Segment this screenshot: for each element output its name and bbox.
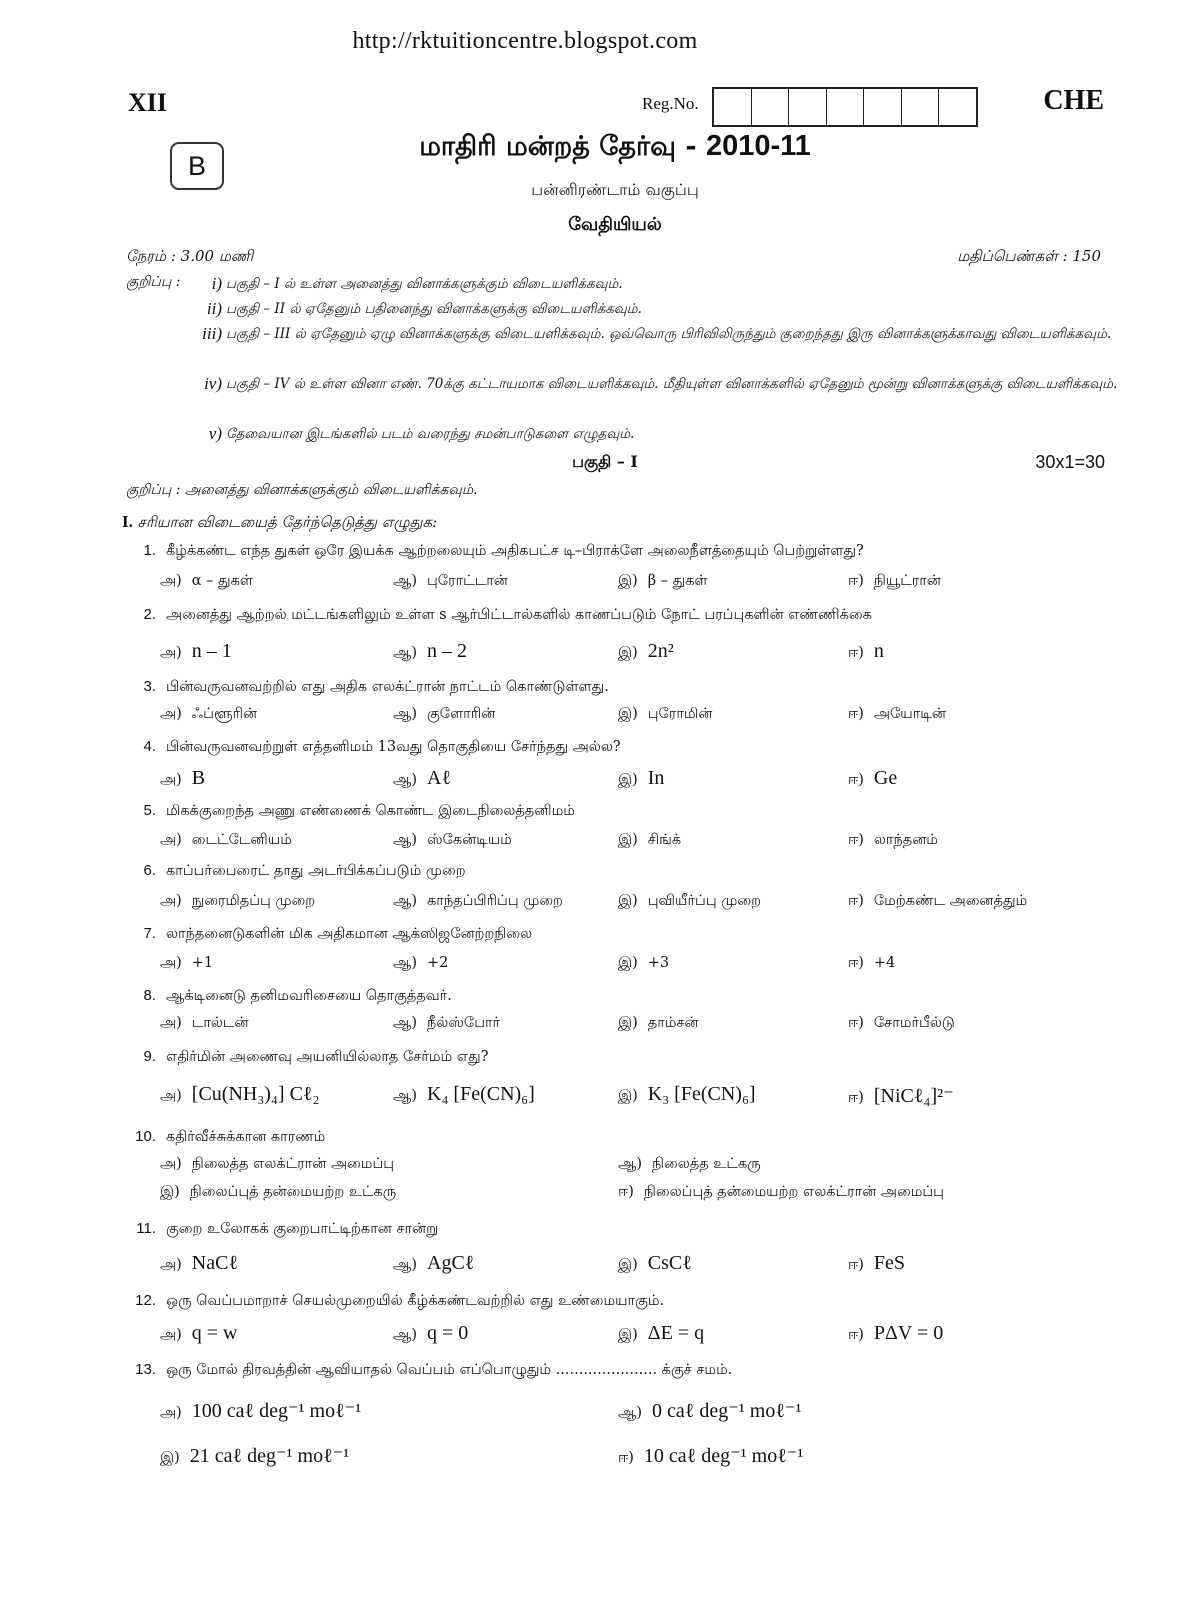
option-label: ஈ) [848,1257,864,1273]
option-item [618,955,669,973]
option-label: அ) [160,706,182,722]
option-label: இ) [618,1327,638,1343]
option-label: ஈ) [848,706,864,722]
question-body: குறை உலோகக் குறைபாட்டிற்கான சான்று [166,1221,439,1237]
option-label: அ) [160,832,182,848]
option-value: [Cu(NH₃)₄] Cℓ₂ [191,1083,320,1105]
option-value: Aℓ [427,767,452,789]
option-label: ஆ) [393,573,417,589]
section-number: I. [122,512,133,531]
option-label: இ) [618,832,638,848]
option-value: 0 caℓ deg⁻¹ moℓ⁻¹ [652,1400,802,1422]
option-item [618,1398,801,1423]
reg-no-box [939,89,976,125]
question-number: 12. [135,1292,156,1309]
question-body: லாந்தனைடுகளின் மிக அதிகமான ஆக்ஸிஜனேற்றநிலை [166,926,533,942]
option-item [618,1252,692,1275]
question-text [128,678,1128,697]
option-label: ஈ) [618,1450,634,1466]
option-value: n – 2 [427,640,467,662]
option-label: இ) [618,1088,638,1104]
instruction-number: iv) [204,374,222,393]
instruction-number: i) [211,274,222,293]
reg-no-label: Reg.No. [642,94,699,113]
option-value: டால்டன் [191,1015,249,1031]
option-label: அ) [160,893,182,909]
option-item [160,640,232,663]
option-value: NaCℓ [191,1252,239,1274]
option-label: இ) [618,1015,638,1031]
option-value: லாந்தனம் [873,832,938,848]
option-value: நியூட்ரான் [873,573,941,589]
option-label: ஆ) [393,1088,417,1104]
option-value: காந்தப்பிரிப்பு முறை [427,893,563,909]
subject-title: வேதியியல் [568,214,662,235]
option-item [618,573,708,591]
option-value: நுரைமிதப்பு முறை [191,893,316,909]
option-label: ஈ) [848,832,864,848]
option-value: q = 0 [427,1322,469,1344]
option-item [160,832,292,850]
option-label: ஈ) [848,645,864,661]
instruction-text: பகுதி – II ல் ஏதேனும் பதினைந்து வினாக்களுக்கு விடையளிக்கவும். [226,301,642,317]
option-value: +3 [647,955,670,971]
instruction-text: தேவையான இடங்களில் படம் வரைந்து சமன்பாடுகளை எழுதவும். [226,426,635,442]
question-text [128,606,1128,625]
option-item [393,1015,500,1033]
question-body: பின்வருவனவற்றில் எது அதிக எலக்ட்ரான் நாட்டம் கொண்டுள்ளது. [166,679,609,695]
instruction-text: பகுதி – IV ல் உள்ள வினா எண். 70க்கு கட்டாயமாக விடையளிக்கவும். மீதியுள்ள வினாக்களில் ஏதேனும் மூன்று வினாக்களுக்கு விடையளிக்கவும். [226,376,1118,392]
question-number: 6. [143,862,156,879]
class-label: XII [128,88,168,117]
option-label: அ) [160,955,182,971]
option-item [393,640,467,663]
option-item [848,955,895,973]
option-item [160,573,253,591]
option-value: K₄ [Fe(CN)₆] [427,1083,535,1105]
option-item [618,893,761,911]
option-value: q = w [191,1322,238,1344]
question-text [128,987,1128,1006]
option-item [618,1184,944,1202]
reg-no-box [827,89,865,125]
instruction-number: iii) [202,324,222,343]
option-item [618,1443,803,1468]
instruction-item [208,422,1131,446]
question-body: ஒரு வெப்பமாறாச் செயல்முறையில் கீழ்க்கண்டவற்றில் எது உண்மையாகும். [166,1293,665,1309]
option-item [393,1252,474,1275]
option-value: சிங்க் [647,832,682,848]
option-item [160,767,205,790]
part-note: குறிப்பு : அனைத்து வினாக்களுக்கும் விடையளிக்கவும். [126,482,478,498]
reg-no-box [714,89,752,125]
instructions-label: குறிப்பு : [126,274,181,290]
part-title: பகுதி – I [572,452,638,471]
reg-no-box [902,89,940,125]
exam-marks: மதிப்பெண்கள் : 150 [957,247,1101,265]
option-item [848,832,938,850]
option-item [160,1398,361,1423]
question-body: பின்வருவனவற்றுள் எத்தனிமம் 13வது தொகுதியை சேர்ந்தது அல்ல? [166,739,621,755]
option-label: இ) [160,1450,180,1466]
option-label: ஆ) [393,893,417,909]
option-item [160,1156,394,1174]
option-value: புரோமின் [647,706,713,722]
option-item [618,1015,699,1033]
option-label: ஈ) [848,1015,864,1031]
option-label: ஆ) [393,772,417,788]
option-item [848,1322,943,1345]
option-label: இ) [618,1257,638,1273]
question-text [128,1048,1128,1067]
question-body: அனைத்து ஆற்றல் மட்டங்களிலும் உள்ள s ஆர்பிட்டால்களில் காணப்படும் நோட் பரப்புகளின் எண்ணிக்கை [166,607,872,623]
option-item [618,832,681,850]
option-value: FeS [873,1252,906,1274]
option-label: ஆ) [393,1015,417,1031]
reg-no-box [752,89,790,125]
exam-year: 2010-11 [705,130,811,162]
question-number: 13. [135,1361,156,1378]
option-item [160,893,315,911]
question-body: ஒரு மோல் திரவத்தின் ஆவியாதல் வெப்பம் எப்பொழுதும் ...................... க்குச் சமம். [166,1362,733,1378]
option-value: புவியீர்ப்பு முறை [647,893,761,909]
exam-title-text: மாதிரி மன்றத் தேர்வு - [419,131,706,162]
option-item [393,893,563,911]
option-label: ஆ) [618,1405,642,1421]
option-value: K₃ [Fe(CN)₆] [647,1083,756,1105]
option-item [160,1184,396,1202]
question-number: 10. [135,1128,156,1145]
option-label: இ) [618,955,638,971]
instruction-number: v) [208,424,222,443]
section-heading [122,512,437,533]
option-label: அ) [160,573,182,589]
source-url: http://rktuitioncentre.blogspot.com [352,28,698,54]
question-text [128,1361,1128,1380]
option-label: இ) [618,645,638,661]
option-item [848,573,941,591]
option-item [618,767,664,790]
part-marks: 30x1=30 [1035,452,1105,472]
option-value: B [191,767,206,789]
option-value: 100 caℓ deg⁻¹ moℓ⁻¹ [191,1400,362,1422]
exam-title [0,130,1179,166]
option-item [618,1322,704,1345]
option-value: டைட்டேனியம் [191,832,292,848]
option-item [618,1156,761,1174]
option-value: AgCℓ [427,1252,475,1274]
option-value: Ge [873,767,898,789]
question-number: 4. [143,738,156,755]
option-label: அ) [160,1088,182,1104]
option-label: ஈ) [848,772,864,788]
option-value: நிலைப்புத் தன்மையற்ற உட்கரு [189,1184,397,1200]
option-value: [NiCℓ₄]²⁻ [873,1085,954,1107]
option-item [393,767,451,790]
question-number: 7. [143,925,156,942]
option-item [848,1015,955,1033]
instruction-item [202,322,1131,346]
option-item [160,706,257,724]
question-number: 8. [143,987,156,1004]
option-label: ஈ) [848,955,864,971]
option-value: PΔV = 0 [873,1322,944,1344]
option-value: ΔE = q [647,1322,705,1344]
option-item [618,1083,756,1106]
question-text [128,802,1128,821]
option-value: CsCℓ [647,1252,692,1274]
option-label: ஆ) [393,832,417,848]
option-label: அ) [160,1257,182,1273]
exam-time: நேரம் : 3.00 மணி [126,247,254,265]
option-label: அ) [160,1015,182,1031]
option-value: 10 caℓ deg⁻¹ moℓ⁻¹ [643,1445,804,1467]
option-label: ஆ) [393,1327,417,1343]
option-value: 21 caℓ deg⁻¹ moℓ⁻¹ [189,1445,350,1467]
option-item [160,1443,349,1468]
option-label: அ) [160,772,182,788]
question-text [128,1128,1128,1147]
instruction-item [211,272,1131,296]
option-value: மேற்கண்ட அனைத்தும் [873,893,1028,909]
option-label: ஆ) [393,1257,417,1273]
option-item [160,955,213,973]
question-number: 11. [136,1220,156,1237]
option-item [393,832,512,850]
option-label: ஈ) [848,1327,864,1343]
question-number: 5. [143,802,156,819]
subject-code: CHE [1043,85,1104,116]
question-body: எதிர்மின் அணைவு அயனியில்லாத சேர்மம் எது? [166,1049,489,1065]
option-label: இ) [160,1184,180,1200]
instruction-item [204,372,1131,396]
question-body: ஆக்டினைடு தனிமவரிசையை தொகுத்தவர். [166,988,452,1004]
option-item [393,1322,468,1345]
option-item [393,955,448,973]
option-item [393,706,495,724]
option-item [160,1252,238,1275]
instruction-text: பகுதி – I ல் உள்ள அனைத்து வினாக்களுக்கும் விடையளிக்கவும். [226,276,623,292]
reg-no-boxes [712,87,978,127]
option-value: β – துகள் [647,573,708,589]
instruction-text: பகுதி – III ல் ஏதேனும் ஏழு வினாக்களுக்கு விடையளிக்கவும். ஒவ்வொரு பிரிவிலிருந்தும் குறைந்தது இரு வினாக்களுக்காவது விடையளிக்கவும். [226,326,1112,342]
instruction-item [206,297,1131,321]
option-label: ஈ) [848,573,864,589]
option-label: அ) [160,1156,182,1172]
option-value: 2n² [647,640,674,662]
question-text [128,1220,1128,1239]
option-label: அ) [160,1327,182,1343]
question-body: கீழ்க்கண்ட எந்த துகள் ஒரே இயக்க ஆற்றலையும் அதிகபட்ச டி–பிராக்ளே அலைநீளத்தையும் பெற்றுள்ளது? [166,543,864,559]
option-label: ஆ) [393,706,417,722]
set-badge: B [170,142,224,190]
option-item [848,1083,954,1108]
option-item [848,893,1027,911]
option-value: ஸ்கேன்டியம் [427,832,512,848]
option-value: In [647,767,665,789]
option-label: அ) [160,645,182,661]
option-label: ஈ) [848,1090,864,1106]
question-text [128,862,1128,881]
option-item [160,1322,238,1345]
option-item [160,1083,320,1106]
option-value: +4 [873,955,896,971]
option-value: நிலைத்த உட்கரு [652,1156,761,1172]
question-number: 2. [143,606,156,623]
option-label: அ) [160,1405,182,1421]
question-text [128,1292,1128,1311]
reg-no-box [864,89,902,125]
option-value: +2 [427,955,449,971]
option-value: n – 1 [191,640,232,662]
option-value: α – துகள் [191,573,253,589]
option-label: ஈ) [848,893,864,909]
option-label: ஆ) [393,645,417,661]
reg-no-box [789,89,827,125]
question-text [128,738,1128,757]
option-value: நீல்ஸ்போர் [427,1015,501,1031]
question-text [128,542,1128,561]
option-value: சோமர்பீல்டு [873,1015,955,1031]
option-value: புரோட்டான் [427,573,508,589]
option-item [848,767,897,790]
option-value: n [873,640,884,662]
option-label: ஈ) [618,1184,634,1200]
option-label: இ) [618,573,638,589]
question-number: 1. [143,542,156,559]
option-item [618,706,712,724]
question-body: மிகக்குறைந்த அணு எண்ணைக் கொண்ட இடைநிலைத்தனிமம் [166,803,575,819]
question-body: காப்பர்பைரைட் தாது அடர்பிக்கப்படும் முறை [166,863,466,879]
option-item [848,1252,905,1275]
option-item [848,640,884,663]
option-value: நிலைத்த எலக்ட்ரான் அமைப்பு [191,1156,395,1172]
question-text [128,925,1128,944]
option-value: குளோரின் [427,706,496,722]
option-item [160,1015,249,1033]
option-label: இ) [618,706,638,722]
question-number: 9. [143,1048,156,1065]
question-body: கதிர்வீச்சுக்கான காரணம் [166,1129,326,1145]
option-item [393,573,508,591]
option-label: இ) [618,772,638,788]
option-value: நிலைப்புத் தன்மையற்ற எலக்ட்ரான் அமைப்பு [643,1184,944,1200]
option-value: ஃப்ளூரின் [191,706,258,722]
option-value: தாம்சன் [647,1015,699,1031]
option-item [393,1083,535,1106]
option-label: இ) [618,893,638,909]
option-value: அயோடின் [873,706,946,722]
option-label: ஆ) [618,1156,642,1172]
section-text: சரியான விடையைத் தேர்ந்தெடுத்து எழுதுக: [137,513,438,531]
question-number: 3. [143,678,156,695]
option-item [848,706,946,724]
option-item [618,640,674,663]
instruction-number: ii) [206,299,222,318]
class-subtitle: பன்னிரண்டாம் வகுப்பு [531,180,699,199]
option-value: +1 [191,955,214,971]
option-label: ஆ) [393,955,417,971]
